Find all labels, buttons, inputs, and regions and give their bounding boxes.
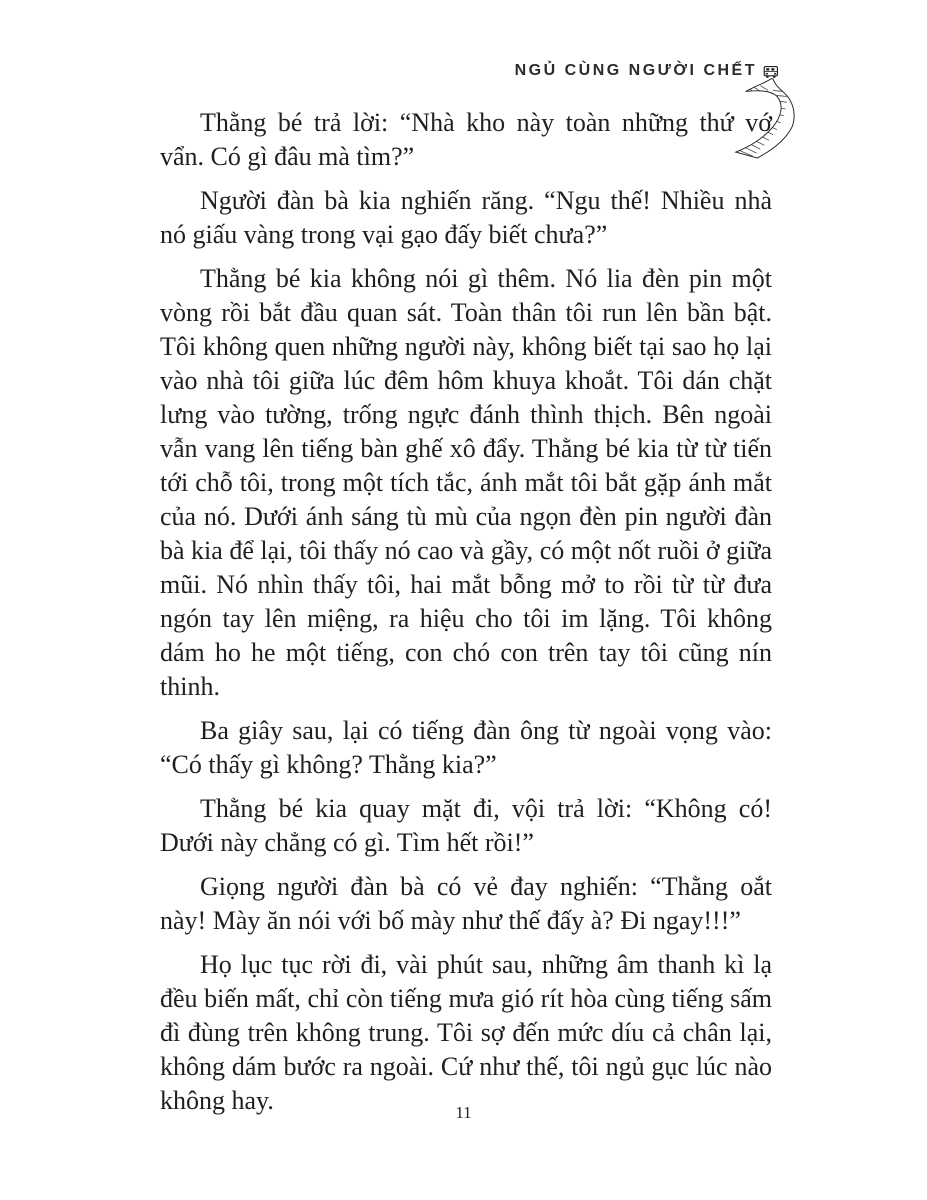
paragraph: Thằng bé trả lời: “Nhà kho này toàn những thứ vớ vẩn. Có gì đâu mà tìm?” (160, 108, 772, 171)
running-header (0, 62, 757, 80)
paragraph: Thằng bé kia quay mặt đi, vội trả lời: “Không có! Dưới này chẳng có gì. Tìm hết rồi!” (160, 794, 772, 857)
paragraph: Giọng người đàn bà có vẻ đay nghiến: “Thằng oắt này! Mày ăn nói với bố mày như thế đấy à? Đi ngay!!!” (160, 872, 772, 935)
body-text (160, 106, 772, 1128)
paragraph: Thằng bé kia không nói gì thêm. Nó lia đèn pin một vòng rồi bắt đầu quan sát. Toàn thân tôi run lên bần bật. Tôi không quen những người này, không biết tại sao họ lại vào nhà tôi giữa lúc đêm hôm khuya khoắt. Tôi dán chặt lưng vào tường, trống ngực đánh thình thịch. Bên ngoài vẫn vang lên tiếng bàn ghế xô đẩy. Thằng bé kia từ từ tiến tới chỗ tôi, trong một tích tắc, ánh mắt tôi bắt gặp ánh mắt của nó. Dưới ánh sáng tù mù của ngọn đèn pin người đàn bà kia để lại, tôi thấy nó cao và gầy, có một nốt ruồi ở giữa mũi. Nó nhìn thấy tôi, hai mắt bỗng mở to rồi từ từ đưa ngón tay lên miệng, ra hiệu cho tôi im lặng. Tôi không dám ho he một tiếng, con chó con trên tay tôi cũng nín thinh. (160, 264, 772, 701)
page-number: 11 (455, 1103, 472, 1122)
running-header-title: NGỦ CÙNG NGƯỜI CHẾT (514, 62, 757, 79)
paragraph: Họ lục tục rời đi, vài phút sau, những âm thanh kì lạ đều biến mất, chỉ còn tiếng mưa gió rít hòa cùng tiếng sấm đì đùng trên không trung. Tôi sợ đến mức díu cả chân lại, không dám bước ra ngoài. Cứ như thế, tôi ngủ gục lúc nào không hay. (160, 950, 772, 1115)
bus-icon (764, 67, 777, 78)
paragraph: Ba giây sau, lại có tiếng đàn ông từ ngoài vọng vào: “Có thấy gì không? Thằng kia?” (160, 716, 772, 779)
paragraph: Người đàn bà kia nghiến răng. “Ngu thế! Nhiều nhà nó giấu vàng trong vại gạo đấy biết chưa?” (160, 186, 772, 249)
